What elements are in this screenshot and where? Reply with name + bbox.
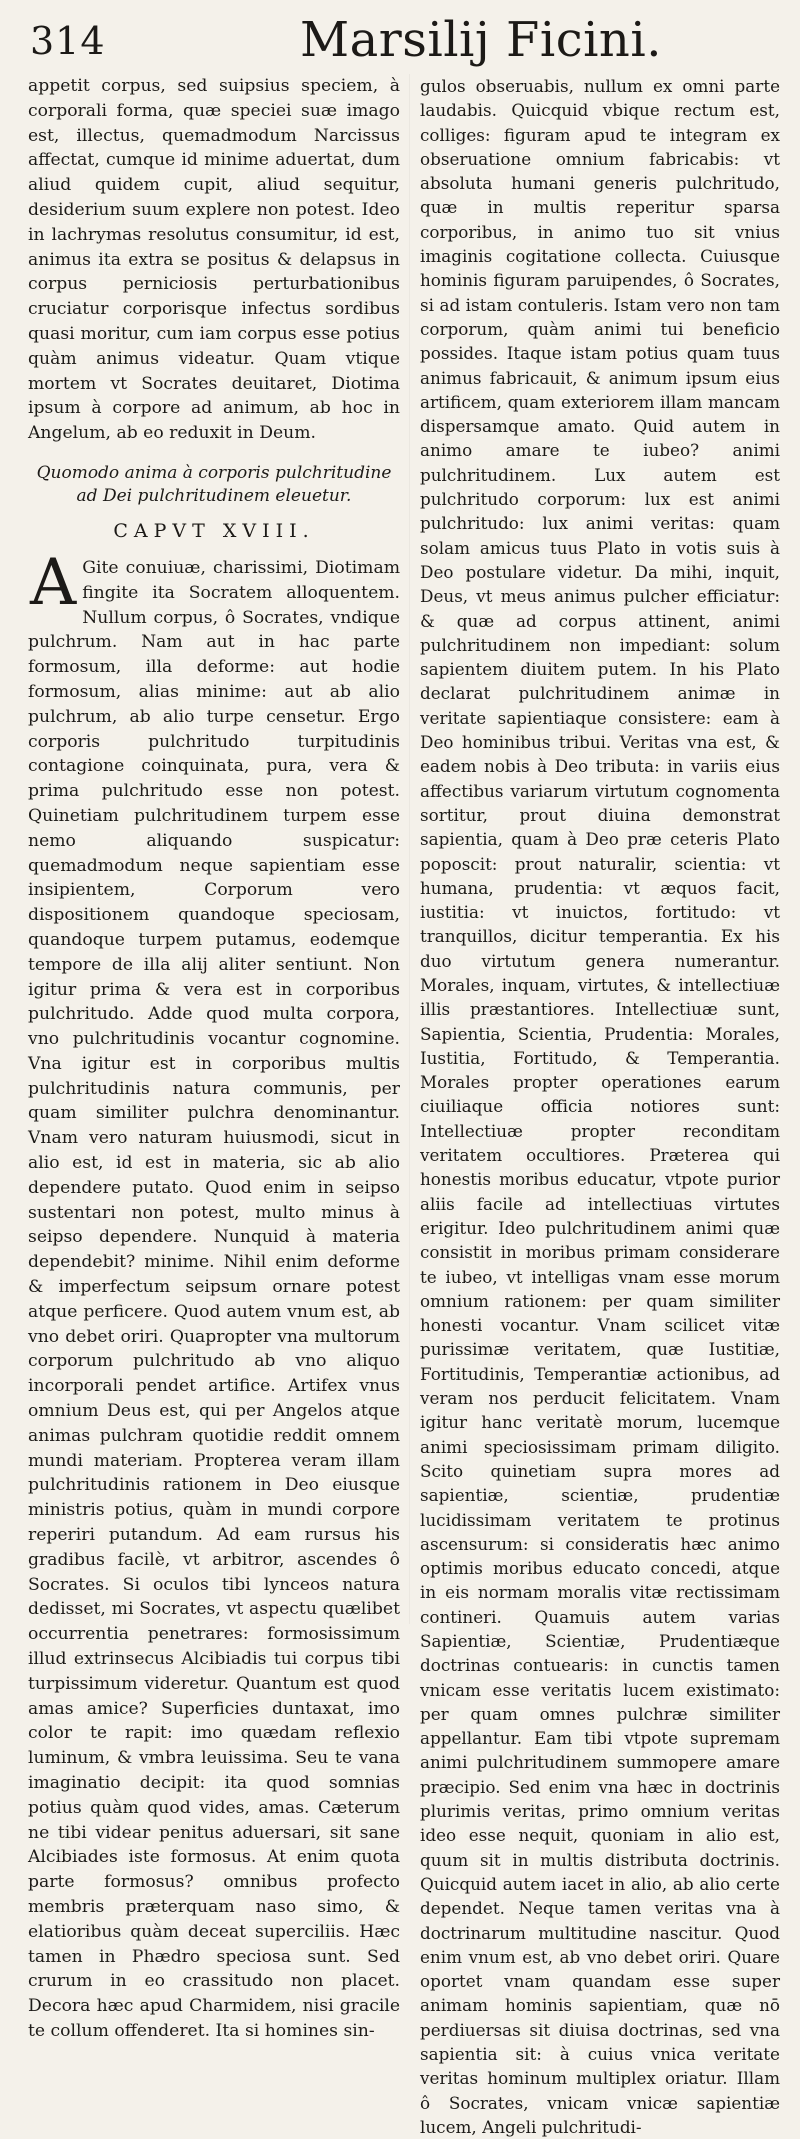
page-header [0, 8, 800, 74]
running-head: Marsilij Ficini. [300, 12, 662, 68]
left-column [28, 74, 400, 2041]
section-title: Quomodo anima à corporis pulchritudine ad Dei pulchritudinem eleuetur. [36, 462, 392, 506]
page-number: 314 [30, 19, 106, 63]
left-paragraph-2 [28, 545, 400, 2044]
chapter-title: CAPVT XVIII. [113, 519, 315, 542]
drop-cap: A [30, 545, 77, 620]
left-paragraph-1: appetit corpus, sed suipsius speciem, à corporali forma, quæ speciei suæ imago est, illectus, quemadmodum Narcissus affectat, cumque id minime aduertat, dum aliud quidem cupit, aliud sequitur, desiderium suum explere non potest. Ideo in lachrymas resolutus consumitur, id est, animus ita extra se positus & delapsus in corpus perniciosis perturbationibus cruciatur corporisque infectus sordibus quasi moritur, cum iam corpus esse potius quàm animus videatur. Quam vtique mortem vt Socrates deuitaret, Diotima ipsum à corpore ad animum, ab hoc in Angelum, ab eo reduxit in Deum. [28, 76, 400, 444]
left-paragraph-2-text: Gite conuiuæ, charissimi, Diotimam fingite ita Socratem alloquentem. Nullum corpus, ô Socrates, vndique pulchrum. Nam aut in hac parte formosum, illa deforme: aut hodie formosum, alias minime: aut ab alio pulchrum, ab alio turpe censetur. Ergo corporis pulchritudo turpitudinis contagione coinquinata, pura, vera & prima pulchritudo esse non potest. Quinetiam pulchritudinem turpem esse nemo aliquando suspicatur: quemadmodum neque sapientiam esse insipientem, Corporum vero dispositionem quandoque speciosam, quandoque turpem putamus, eodemque tempore de illa alij aliter sentiunt. Non igitur prima & vera est in corporibus pulchritudo. Adde quod multa corpora, vno pulchritudinis vocantur cognomine. Vna igitur est in corporibus multis pulchritudinis natura communis, per quam similiter pulchra denominantur. Vnam vero naturam huiusmodi, sicut in alio est, id est in materia, sic ab alio dependere putato. Quod enim in seipso sustentari non potest, multo minus à seipso dependere. Nunquid à materia dependebit? minime. Nihil enim deforme & imperfectum seipsum ornare potest atque perficere. Quod autem vnum est, ab vno debet oriri. Quapropter vna multorum corporum pulchritudo ab vno aliquo incorporali pendet artifice. Artifex vnus omnium Deus est, qui per Angelos atque animas pulchram quotidie reddit omnem mundi materiam. Propterea veram illam pulchritudinis rationem in Deo eiusque ministris potius, quàm in mundi corpore reperiri putandum. Ad eam rursus his gradibus facilè, vt arbitror, ascendes ô Socrates. Si oculos tibi lynceos natura dedisset, mi Socrates, vt aspectu quælibet occurrentia penetrares: formosissimum illud extrinsecus Alcibiadis tui corpus tibi turpissimum videretur. Quantum est quod amas amice? Superficies duntaxat, imo color te rapit: imo quædam reflexio luminum, & vmbra leuissima. Seu te vana imaginatio decipit: ita quod somnias potius quàm quod vides, amas. Cæterum ne tibi videar penitus aduersari, sit sane Alcibiades iste formosus. At enim quota parte formosus? omnibus profecto membris præterquam naso simo, & elatioribus quàm deceat superciliis. Hæc tamen in Phædro speciosa sunt. Sed crurum in eo crassitudo non placet. Decora hæc apud Charmidem, nisi gracile te collum offenderet. Ita si homines sin- [28, 557, 400, 2041]
text-columns [28, 74, 780, 2137]
column-gutter [409, 74, 410, 1624]
right-column [420, 74, 780, 2137]
right-paragraph-1: gulos obseruabis, nullum ex omni parte laudabis. Quicquid vbique rectum est, colliges: figuram apud te integram ex obseruatione omnium fabricabis: vt absoluta humani generis pulchritudo, quæ in multis reperitur sparsa corporibus, in animo tuo sit vnius imaginis cogitatione collecta. Cuiusque hominis figuram paruipendes, ô Socrates, si ad istam contuleris. Istam vero non tam corporum, quàm animi tui beneficio possides. Itaque istam potius quam tuus animus fabricauit, & animum ipsum eius artificem, quam exteriorem illam mancam dispersamque amato. Quid autem in animo amare te iubeo? animi pulchritudinem. Lux autem est pulchritudo corporum: lux est animi pulchritudo: lux animi veritas: quam solam amicus tuus Plato in votis suis à Deo postulare videtur. Da mihi, inquit, Deus, vt meus animus pulcher efficiatur: & quæ ad corpus attinent, animi pulchritudinem non impediant: solum sapientem diuitem putem. In his Plato declarat pulchritudinem animæ in veritate sapientiaque consistere: eam à Deo hominibus tribui. Veritas vna est, & eadem nobis à Deo tributa: in variis eius affectibus variarum virtutum cognomenta sortitur, prout diuina demonstrat sapientia, quam à Deo præ ceteris Plato poposcit: prout naturalir, scientia: vt humana, prudentia: vt æquos facit, iustitia: vt inuictos, fortitudo: vt tranquillos, dicitur temperantia. Ex his duo virtutum genera numerantur. Morales, inquam, virtutes, & intellectiuæ illis præstantiores. Intellectiuæ sunt, Sapientia, Scientia, Prudentia: Morales, Iustitia, Fortitudo, & Temperantia. Morales propter operationes earum ciuiliaque officia notiores sunt: Intellectiuæ propter reconditam veritatem occultiores. Præterea qui honestis moribus educatur, vtpote purior aliis facile ad intellectiuas virtutes erigitur. Ideo pulchritudinem animi quæ consistit in moribus primam considerare te iubeo, vt intelligas vnam esse morum omnium rationem: per quam similiter honesti vocantur. Vnam scilicet vitæ purissimæ veritatem, quæ Iustitiæ, Fortitudinis, Temperantiæ actionibus, ad veram nos perducit felicitatem. Vnam igitur hanc veritatè morum, lucemque animi speciosissimam primam diligito. Scito quinetiam supra mores ad sapientiæ, scientiæ, prudentiæ lucidissimam veritatem te protinus ascensurum: si consideratis hæc animo optimis moribus educato concedi, atque in eis normam moralis vitæ rectissimam contineri. Quamuis autem varias Sapientiæ, Scientiæ, Prudentiæque doctrinas contuearis: in cunctis tamen vnicam esse veritatis lucem existimato: per quam omnes pulchræ similiter appellantur. Eam tibi vtpote supremam animi pulchritudinem summopere amare præcipio. Sed enim vna hæc in doctrinis plurimis veritas, primo omnium veritas ideo esse nequit, quoniam in alio est, quum sit in multis distributa doctrinis. Quicquid autem iacet in alio, ab alio certe dependet. Neque tamen veritas vna à doctrinarum multitudine nascitur. Quod enim vnum est, ab vno debet oriri. Quare oportet vnam quandam esse super animam hominis sapientiam, quæ nō perdiuersas sit diuisa doctrinas, sed vna sapientia sit: à cuius vnica veritate veritas hominum multiplex oriatur. Illam ô Socrates, vnicam vnicæ sapientiæ lucem, Angeli pulchritudi- [420, 76, 780, 2137]
